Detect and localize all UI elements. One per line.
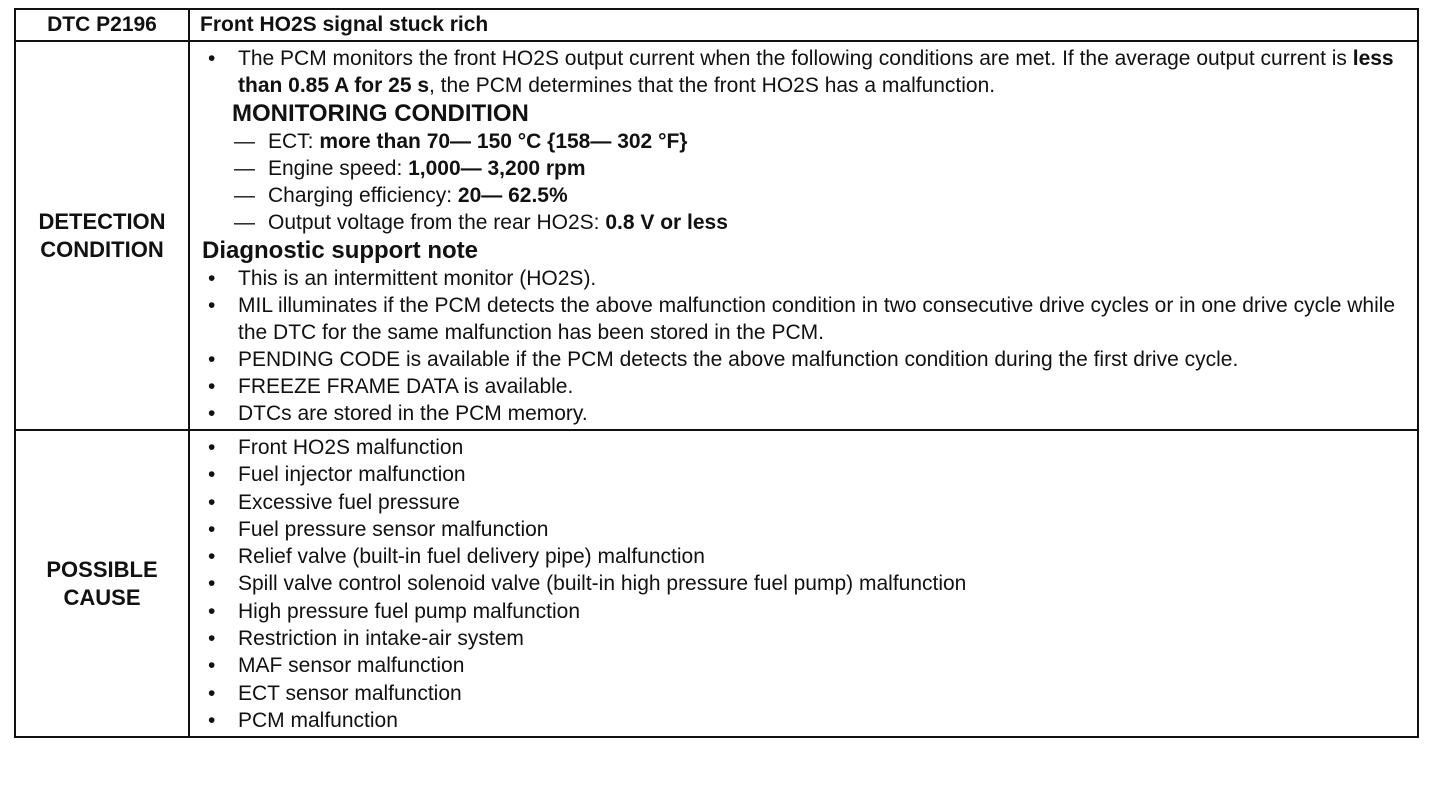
condition-text: Charging efficiency:: [268, 184, 458, 207]
cause-item: • Restriction in intake-air system: [202, 625, 1407, 652]
cause-row: [15, 430, 1418, 737]
dtc-title: Front HO2S signal stuck rich: [189, 9, 1418, 41]
cause-item: • Fuel pressure sensor malfunction: [202, 516, 1407, 543]
possible-cause-label: [15, 430, 189, 737]
intro-threshold: less than 0.85 A for 25 s: [238, 47, 1394, 97]
condition-value: 0.8 V or less: [605, 211, 728, 234]
monitoring-condition-heading: MONITORING CONDITION: [232, 100, 529, 127]
condition-item: [234, 182, 1407, 209]
monitoring-condition-list: [234, 128, 1407, 236]
detection-condition-content: [189, 41, 1418, 430]
cause-item: • ECT sensor malfunction: [202, 680, 1407, 707]
detection-intro: [202, 45, 1407, 99]
diagnostic-support-heading: Diagnostic support note: [202, 237, 478, 264]
condition-item: [234, 209, 1407, 236]
note-item: • FREEZE FRAME DATA is available.: [202, 373, 1407, 400]
cause-item: • Fuel injector malfunction: [202, 461, 1407, 488]
cause-list: [202, 434, 1407, 734]
intro-text-a: The PCM monitors the front HO2S output current when the following conditions are met. If the average output current is: [238, 47, 1353, 70]
condition-text: ECT:: [268, 130, 320, 153]
condition-text: Engine speed:: [268, 157, 409, 180]
dtc-code: DTC P2196: [15, 9, 189, 41]
detection-label-line2: CONDITION: [40, 236, 164, 262]
intro-text-b: , the PCM determines that the front HO2S has a malfunction.: [429, 74, 996, 97]
note-item: • MIL illuminates if the PCM detects the above malfunction condition in two consecutive drive cycles or in one drive cycle while the DTC for the same malfunction has been stored in the PCM.: [202, 292, 1407, 346]
cause-item: • Relief valve (built-in fuel delivery pipe) malfunction: [202, 543, 1407, 570]
note-item: • This is an intermittent monitor (HO2S).: [202, 265, 1407, 292]
dash-marker: —: [234, 157, 255, 180]
cause-item: • Front HO2S malfunction: [202, 434, 1407, 461]
detection-condition-label: [15, 41, 189, 430]
dash-marker: —: [234, 211, 255, 234]
diagnostic-notes-list: [202, 265, 1407, 427]
cause-item: • Spill valve control solenoid valve (built-in high pressure fuel pump) malfunction: [202, 570, 1407, 597]
cause-label-line1: POSSIBLE: [46, 556, 158, 582]
dash-marker: —: [234, 130, 255, 153]
condition-value: 1,000— 3,200 rpm: [408, 157, 586, 180]
possible-cause-content: [189, 430, 1418, 737]
condition-text: Output voltage from the rear HO2S:: [268, 211, 606, 234]
condition-item: [234, 155, 1407, 182]
dash-marker: —: [234, 184, 255, 207]
detection-label-line1: DETECTION: [38, 208, 166, 234]
detection-row: [15, 41, 1418, 430]
cause-item: • Excessive fuel pressure: [202, 489, 1407, 516]
note-item: • PENDING CODE is available if the PCM detects the above malfunction condition during the first drive cycle.: [202, 346, 1407, 373]
condition-value: 20— 62.5%: [457, 184, 568, 207]
dtc-table: [14, 8, 1419, 738]
condition-item: [234, 128, 1407, 155]
cause-item: • MAF sensor malfunction: [202, 652, 1407, 679]
cause-item: • PCM malfunction: [202, 707, 1407, 734]
cause-label-line2: CAUSE: [63, 584, 141, 610]
note-item: • DTCs are stored in the PCM memory.: [202, 400, 1407, 427]
detection-intro-list: [202, 45, 1407, 99]
header-row: [15, 9, 1418, 41]
condition-value: more than 70— 150 °C {158— 302 °F}: [319, 130, 688, 153]
cause-item: • High pressure fuel pump malfunction: [202, 598, 1407, 625]
